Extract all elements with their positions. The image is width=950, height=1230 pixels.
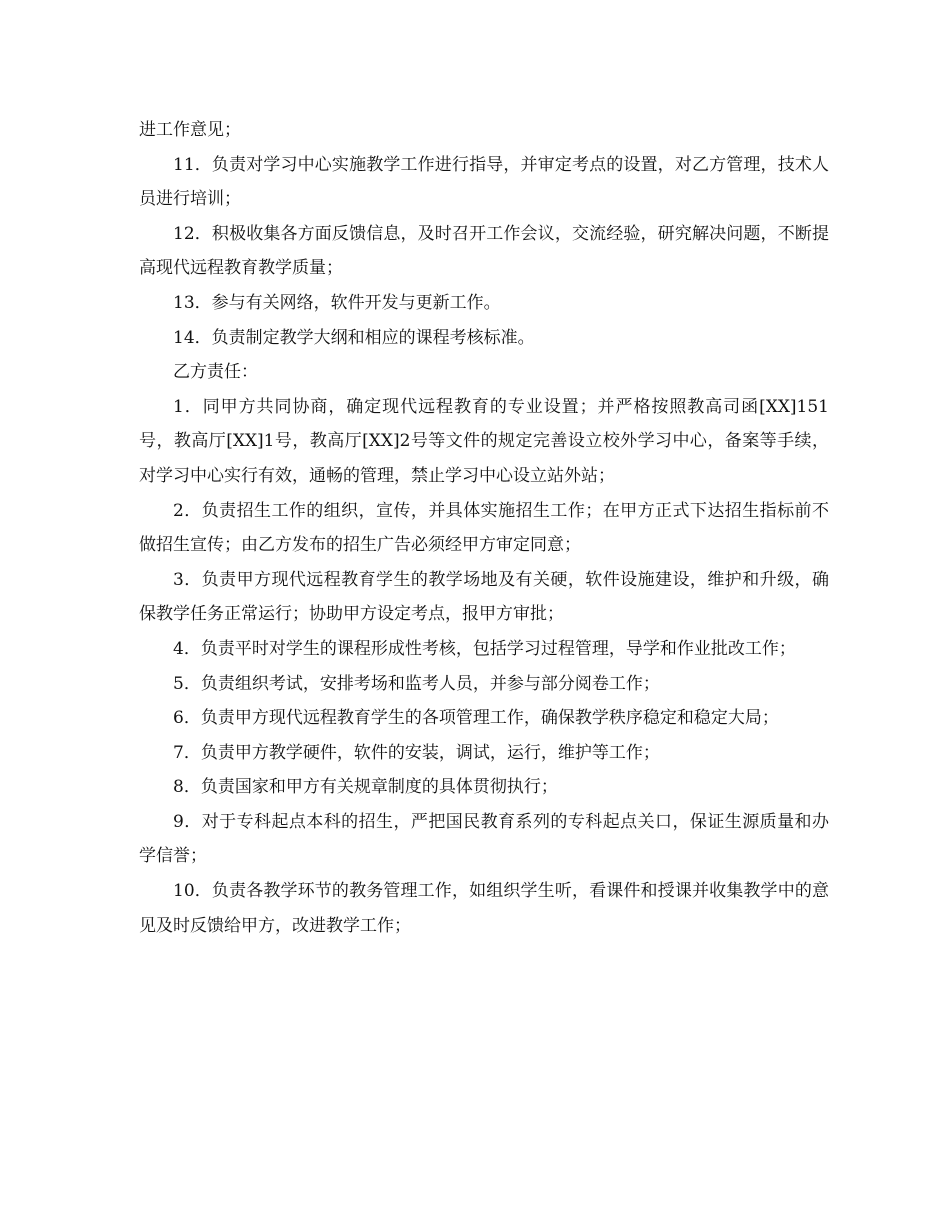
section-heading-yi-responsibilities: 乙方责任： bbox=[173, 362, 258, 383]
paragraph-yi-item-9: 9．对于专科起点本科的招生，严把国民教育系列的专科起点关口，保证生源质量和办学信誉； bbox=[139, 811, 829, 867]
paragraph-jia-item-11: 11．负责对学习中心实施教学工作进行指导，并审定考点的设置，对乙方管理，技术人员进行培训； bbox=[139, 154, 829, 210]
paragraph-yi-item-6: 6．负责甲方现代远程教育学生的各项管理工作，确保教学秩序稳定和稳定大局； bbox=[173, 708, 779, 729]
paragraph-yi-item-4: 4．负责平时对学生的课程形成性考核，包括学习过程管理，导学和作业批改工作； bbox=[173, 638, 796, 659]
paragraph-jia-item-12: 12．积极收集各方面反馈信息，及时召开工作会议，交流经验，研究解决问题，不断提高现代远程教育教学质量； bbox=[139, 223, 829, 279]
paragraph-yi-item-10: 10．负责各教学环节的教务管理工作，如组织学生听，看课件和授课并收集教学中的意见及时反馈给甲方，改进教学工作； bbox=[139, 881, 829, 936]
paragraph-yi-item-5: 5．负责组织考试，安排考场和监考人员，并参与部分阅卷工作； bbox=[173, 673, 660, 694]
paragraph-yi-item-2: 2．负责招生工作的组织，宣传，并具体实施招生工作；在甲方正式下达招生指标前不做招生宣传；由乙方发布的招生广告必须经甲方审定同意； bbox=[139, 500, 829, 556]
paragraph-yi-item-8: 8．负责国家和甲方有关规章制度的具体贯彻执行； bbox=[173, 777, 558, 798]
paragraph-yi-item-1: 1．同甲方共同协商，确定现代远程教育的专业设置；并严格按照教高司函[XX]151号，教高厅[XX]1号，教高厅[XX]2号等文件的规定完善设立校外学习中心，备案等手续，对学习中心实行有效，通畅的管理，禁止学习中心设立站外站； bbox=[139, 396, 829, 486]
paragraph-continuation: 进工作意见； bbox=[139, 120, 241, 140]
paragraph-jia-item-13: 13．参与有关网络，软件开发与更新工作。 bbox=[173, 292, 501, 313]
document-body bbox=[139, 113, 829, 943]
paragraph-yi-item-3: 3．负责甲方现代远程教育学生的教学场地及有关硬，软件设施建设，维护和升级，确保教学任务正常运行；协助甲方设定考点，报甲方审批； bbox=[139, 569, 829, 625]
paragraph-jia-item-14: 14．负责制定教学大纲和相应的课程考核标准。 bbox=[173, 327, 535, 348]
paragraph-yi-item-7: 7．负责甲方教学硬件，软件的安装，调试，运行，维护等工作； bbox=[173, 742, 660, 763]
